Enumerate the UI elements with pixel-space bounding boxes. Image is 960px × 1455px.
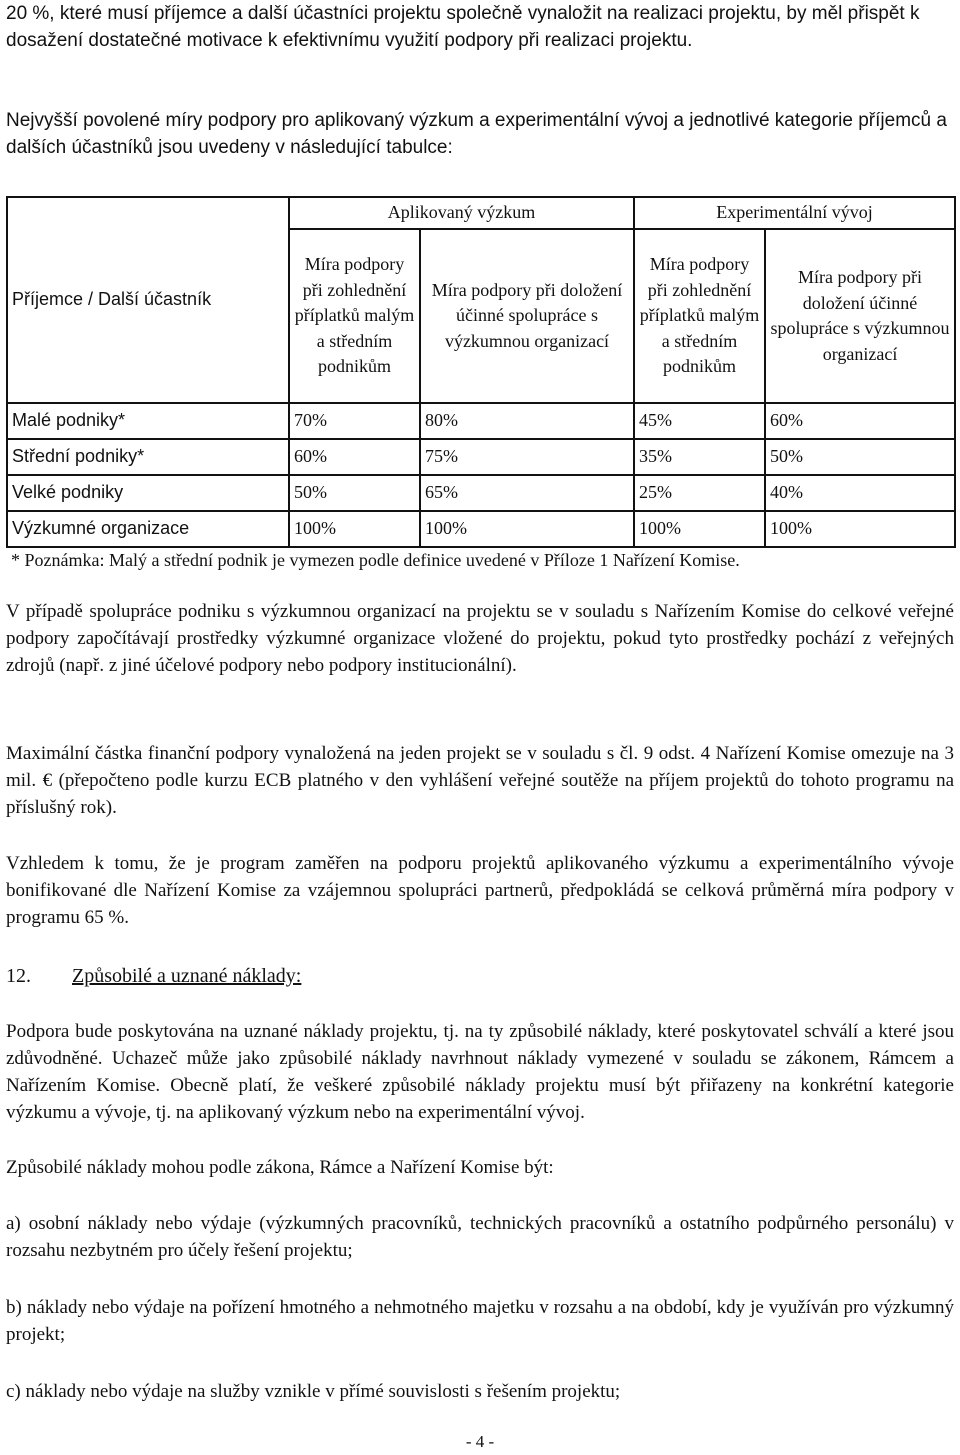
list-item: c) náklady nebo výdaje na služby vznikle v přímé souvislosti s řešením projektu; [6, 1381, 621, 1402]
cell-value: 65% [420, 475, 634, 511]
row-label: Výzkumné organizace [7, 511, 289, 547]
experimental-development-header: Experimentální vývoj [634, 197, 955, 229]
section-heading [6, 963, 954, 990]
experimental-bonus-header: Míra podpory při zohlednění příplatků malým a středním podnikům [634, 229, 765, 403]
intro-paragraph: 20 %, které musí příjemce a další účastníci projektu společně vynaložit na realizaci projektu, by měl přispět k dosažení dostatečné motivace k efektivnímu využití podpory při realizaci projektu. [6, 3, 920, 51]
cell-value: 75% [420, 439, 634, 475]
cell-value: 25% [634, 475, 765, 511]
cell-value: 50% [289, 475, 420, 511]
row-label: Velké podniky [7, 475, 289, 511]
section-title: Způsobilé a uznané náklady: [72, 965, 302, 987]
cooperation-paragraph: V případě spolupráce podniku s výzkumnou organizací na projektu se v souladu s Nařízením Komise do celkové veřejné podpory započítávají prostředky výzkumné organizace vložené do projektu, pokud tyto prostředky pochází z veřejných zdrojů (např. z jiné účelové podpory nebo podpory institucionální). [6, 601, 954, 676]
support-paragraph: Podpora bude poskytována na uznané náklady projektu, tj. na ty způsobilé náklady, které poskytovatel schválí a které jsou zdůvodněné. Uchazeč může jako způsobilé náklady navrhnout náklady vymezené v souladu se zákonem, Rámcem a Nařízením Komise. Obecně platí, že veškeré způsobilé náklady projektu musí být přiřazeny na konkrétní kategorie výzkumu a vývoje, tj. na aplikovaný výzkum nebo na experimentální vývoj. [6, 1021, 954, 1123]
cell-value: 60% [289, 439, 420, 475]
list-item: b) náklady nebo výdaje na pořízení hmotného a nehmotného majetku v rozsahu a na období, kdy je využíván pro výzkumný projekt; [6, 1297, 954, 1345]
table-row [7, 403, 955, 439]
support-rates-table [6, 196, 956, 574]
list-item: a) osobní náklady nebo výdaje (výzkumných pracovníků, technických pracovníků a ostatního podpůrného personálu) v rozsahu nezbytném pro účely řešení projektu; [6, 1213, 954, 1261]
recipient-header: Příjemce / Další účastník [7, 197, 289, 403]
cell-value: 40% [765, 475, 955, 511]
cell-value: 60% [765, 403, 955, 439]
cell-value: 100% [289, 511, 420, 547]
table-row [7, 439, 955, 475]
eligible-costs-intro: Způsobilé náklady mohou podle zákona, Rámce a Nařízení Komise být: [6, 1157, 554, 1178]
section-number: 12. [6, 965, 31, 987]
applied-research-header: Aplikovaný výzkum [289, 197, 634, 229]
table-row [7, 511, 955, 547]
table-row [7, 475, 955, 511]
applied-cooperation-header: Míra podpory při doložení účinné spolupráce s výzkumnou organizací [420, 229, 634, 403]
cell-value: 100% [634, 511, 765, 547]
applied-bonus-header: Míra podpory při zohlednění příplatků malým a středním podnikům [289, 229, 420, 403]
cell-value: 70% [289, 403, 420, 439]
cell-value: 100% [765, 511, 955, 547]
experimental-cooperation-header: Míra podpory při doložení účinné spolupráce s výzkumnou organizací [765, 229, 955, 403]
cell-value: 80% [420, 403, 634, 439]
table-footnote: * Poznámka: Malý a střední podnik je vymezen podle definice uvedené v Příloze 1 Nařízení Komise. [7, 547, 955, 574]
max-amount-paragraph: Maximální částka finanční podpory vynaložená na jeden projekt se v souladu s čl. 9 odst. 4 Nařízení Komise omezuje na 3 mil. € (přepočteno podle kurzu ECB platného v den vyhlášení veřejné soutěže na příjem projektů do tohoto programu na příslušný rok). [6, 743, 954, 818]
rates-intro-paragraph: Nejvyšší povolené míry podpory pro aplikovaný výzkum a experimentální vývoj a jednotlivé kategorie příjemců a dalších účastníků jsou uvedeny v následující tabulce: [6, 110, 947, 158]
page-number: - 4 - [465, 1432, 495, 1451]
cell-value: 50% [765, 439, 955, 475]
cell-value: 35% [634, 439, 765, 475]
cell-value: 45% [634, 403, 765, 439]
cell-value: 100% [420, 511, 634, 547]
bonus-paragraph: Vzhledem k tomu, že je program zaměřen na podporu projektů aplikovaného výzkumu a experimentálního vývoje bonifikované dle Nařízení Komise za vzájemnou spolupráci partnerů, předpokládá se celková průměrná míra podpory v programu 65 %. [6, 853, 954, 928]
row-label: Malé podniky* [7, 403, 289, 439]
row-label: Střední podniky* [7, 439, 289, 475]
